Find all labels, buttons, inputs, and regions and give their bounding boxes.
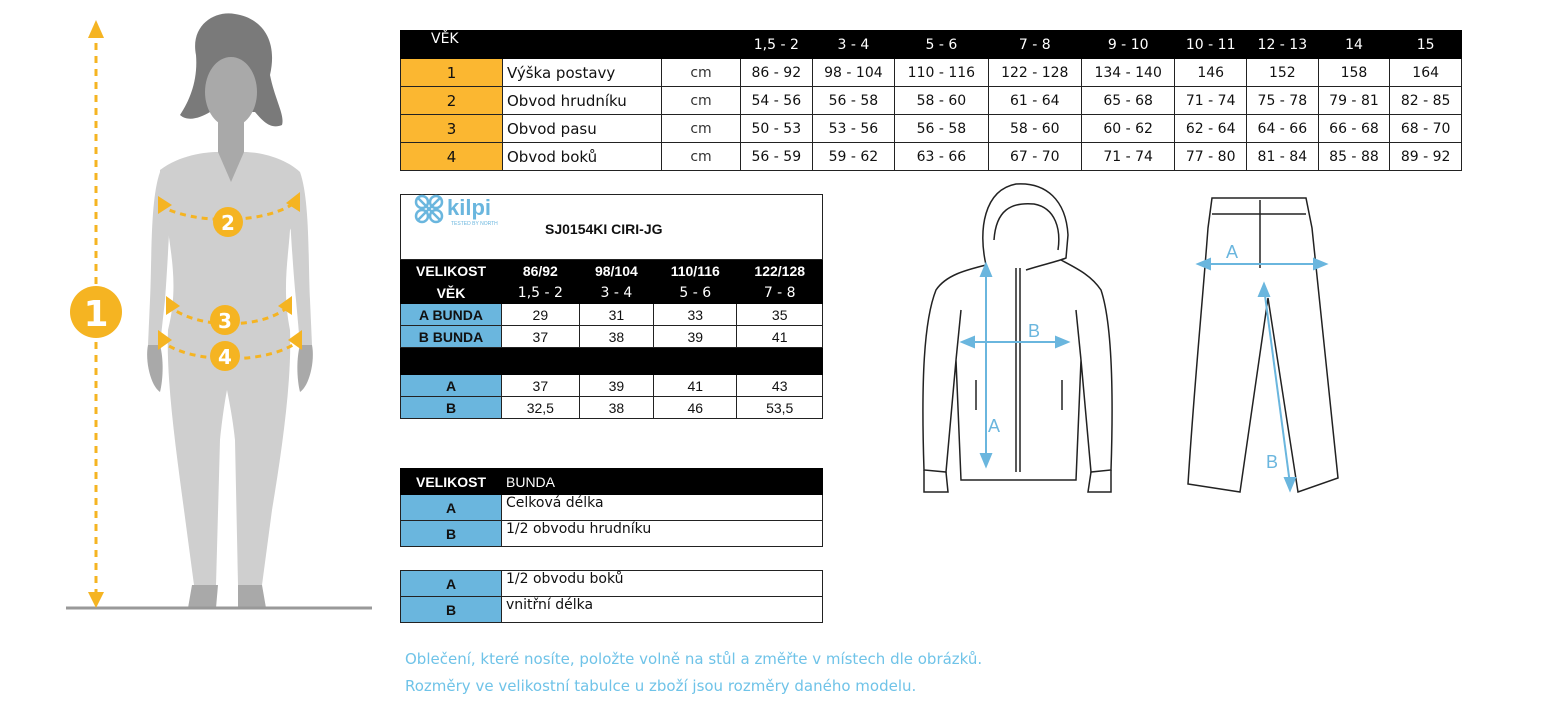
cell: 63 - 66 [895,143,988,171]
size-col: 122/128 [737,260,823,282]
row-unit: cm [662,87,741,115]
cell: 65 - 68 [1081,87,1174,115]
jacket-label-a: A [988,416,1001,436]
age-col: 5 - 6 [654,282,737,304]
size-col: 98/104 [579,260,653,282]
row-number: 2 [401,87,503,115]
cell: 46 [654,397,737,419]
cell: 62 - 64 [1175,115,1247,143]
table-row [401,326,823,348]
row-unit: cm [662,59,741,87]
row-label: A [401,375,502,397]
row-label: B BUNDA [401,326,502,348]
row-label: Obvod pasu [503,115,662,143]
cell: 39 [579,375,653,397]
cell: 58 - 60 [988,115,1081,143]
cell: 29 [502,304,580,326]
row-label: Obvod boků [503,143,662,171]
cell: 82 - 85 [1390,87,1462,115]
pants-diagram [1180,188,1350,498]
row-label: A BUNDA [401,304,502,326]
age-size-table [400,30,1462,171]
cell: 38 [579,397,653,419]
cell: 37 [502,375,580,397]
pants-legend [400,570,823,623]
age-col: 7 - 8 [737,282,823,304]
cell: 98 - 104 [812,59,895,87]
size-col: 110/116 [654,260,737,282]
cell: 56 - 58 [812,87,895,115]
cell: 41 [654,375,737,397]
size-col: 86/92 [502,260,580,282]
cell: 89 - 92 [1390,143,1462,171]
cell: 35 [737,304,823,326]
cell: 58 - 60 [895,87,988,115]
cell: 37 [502,326,580,348]
legend-row [401,597,823,623]
brand-name: kilpi [447,195,492,220]
age-header-label: VĚK [401,31,741,59]
legend-desc: 1/2 obvodu boků [502,571,823,597]
legend-desc: Celková délka [502,495,823,521]
age-col: 3 - 4 [812,31,895,59]
cell: 39 [654,326,737,348]
cell: 77 - 80 [1175,143,1247,171]
cell: 79 - 81 [1318,87,1390,115]
cell: 43 [737,375,823,397]
cell: 158 [1318,59,1390,87]
cell: 38 [579,326,653,348]
legend-head-left: VELIKOST [401,469,502,495]
product-size-table [400,194,823,419]
legend-key: A [401,571,502,597]
table-row [401,115,1462,143]
age-col: 14 [1318,31,1390,59]
age-col: 3 - 4 [579,282,653,304]
pants-label-a: A [1226,242,1239,262]
age-col: 15 [1390,31,1462,59]
row-label: Výška postavy [503,59,662,87]
legend-key: B [401,597,502,623]
cell: 164 [1390,59,1462,87]
cell: 122 - 128 [988,59,1081,87]
body-figure [0,0,380,620]
age-col: 7 - 8 [988,31,1081,59]
cell: 53 - 56 [812,115,895,143]
table-row [401,143,1462,171]
cell: 60 - 62 [1081,115,1174,143]
cell: 41 [737,326,823,348]
cell: 134 - 140 [1081,59,1174,87]
legend-row [401,521,823,547]
marker-1: 1 [83,294,109,335]
cell: 33 [654,304,737,326]
legend-key: A [401,495,502,521]
cell: 56 - 59 [741,143,813,171]
cell: 110 - 116 [895,59,988,87]
cell: 54 - 56 [741,87,813,115]
legend-desc: vnitřní délka [502,597,823,623]
table-row [401,304,823,326]
cell: 66 - 68 [1318,115,1390,143]
row-label: Obvod hrudníku [503,87,662,115]
marker-2: 2 [221,211,235,235]
table-row [401,59,1462,87]
legend-desc: 1/2 obvodu hrudníku [502,521,823,547]
cell: 61 - 64 [988,87,1081,115]
row-unit: cm [662,115,741,143]
legend-row [401,495,823,521]
size-label: VELIKOST [401,260,502,282]
product-header [401,195,823,260]
age-col: 1,5 - 2 [502,282,580,304]
cell: 56 - 58 [895,115,988,143]
pants-label-b: B [1266,452,1279,472]
table-row [401,397,823,419]
cell: 59 - 62 [812,143,895,171]
cell: 53,5 [737,397,823,419]
legend-key: B [401,521,502,547]
table-row [401,375,823,397]
row-number: 3 [401,115,503,143]
age-col: 12 - 13 [1247,31,1319,59]
cell: 71 - 74 [1081,143,1174,171]
cell: 146 [1175,59,1247,87]
cell: 68 - 70 [1390,115,1462,143]
marker-3: 3 [218,309,232,333]
cell: 75 - 78 [1247,87,1319,115]
brand-tagline: TESTED BY NORTH [451,221,498,227]
cell: 31 [579,304,653,326]
age-col: 5 - 6 [895,31,988,59]
note-line-1: Oblečení, které nosíte, položte volně na stůl a změřte v místech dle obrázků. [405,650,983,668]
cell: 152 [1247,59,1319,87]
cell: 67 - 70 [988,143,1081,171]
row-label: B [401,397,502,419]
cell: 81 - 84 [1247,143,1319,171]
cell: 86 - 92 [741,59,813,87]
marker-4: 4 [218,345,232,369]
cell: 32,5 [502,397,580,419]
age-col: 10 - 11 [1175,31,1247,59]
legend-row [401,571,823,597]
age-col: 1,5 - 2 [741,31,813,59]
cell: 71 - 74 [1175,87,1247,115]
cell: 64 - 66 [1247,115,1319,143]
legend-head-right: BUNDA [502,469,823,495]
cell: 50 - 53 [741,115,813,143]
kilpi-logo-icon [409,189,449,229]
row-number: 1 [401,59,503,87]
row-unit: cm [662,143,741,171]
table-row [401,87,1462,115]
jacket-diagram [916,180,1116,500]
divider [401,348,823,375]
cell: 85 - 88 [1318,143,1390,171]
jacket-legend [400,468,823,547]
product-code: SJ0154KI CIRI-JG [545,221,663,237]
age-col: 9 - 10 [1081,31,1174,59]
note-line-2: Rozměry ve velikostní tabulce u zboží jsou rozměry daného modelu. [405,677,917,695]
jacket-label-b: B [1028,321,1041,341]
age-label: VĚK [401,282,502,304]
row-number: 4 [401,143,503,171]
